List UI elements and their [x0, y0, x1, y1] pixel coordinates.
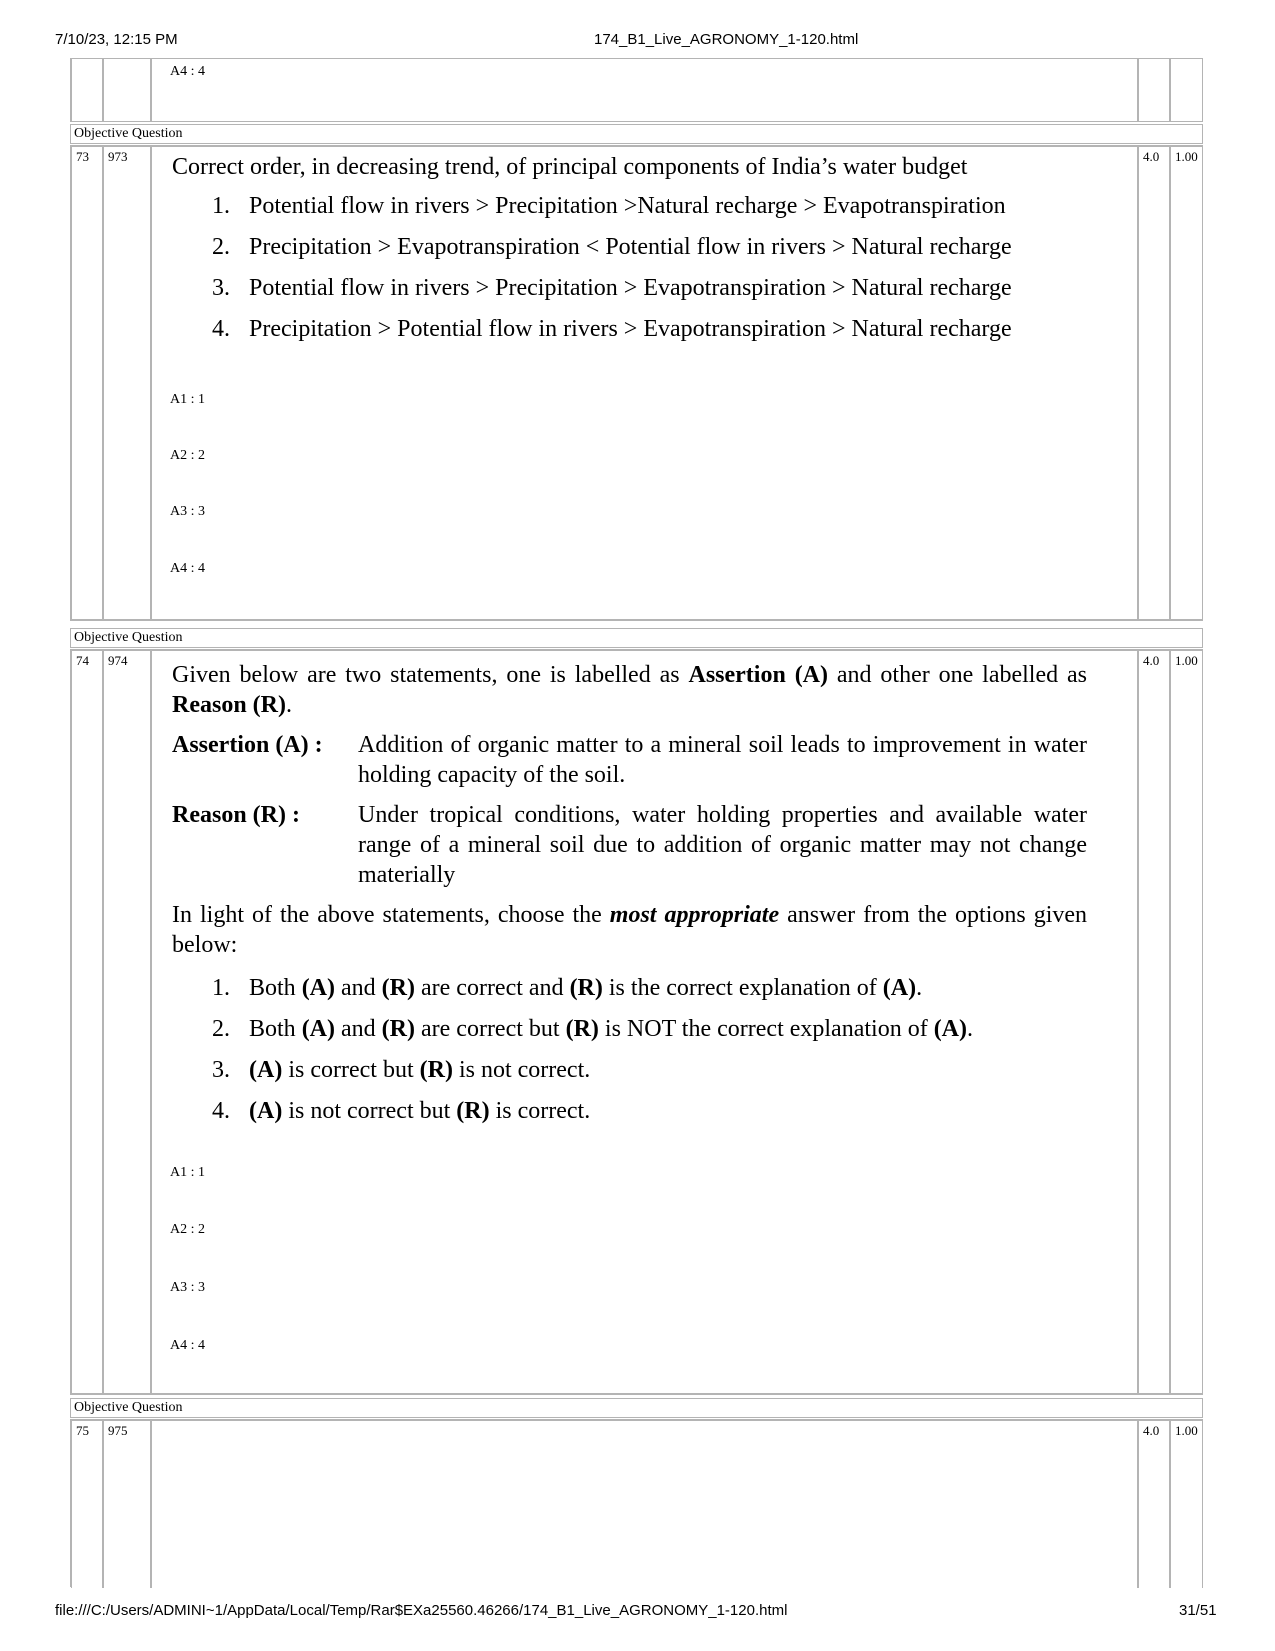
instruction-text: In light of the above statements, choose the most appropriate answer from the options given below:	[172, 902, 1088, 958]
file-path: file:///C:/Users/ADMINI~1/AppData/Local/Temp/Rar$EXa25560.46266/174_B1_Live_AGRONOMY_1-120.html	[55, 1602, 788, 1619]
prev-question-row	[70, 58, 1203, 122]
serial-number: 75	[71, 1420, 103, 1588]
serial-number: 74	[71, 650, 103, 1394]
option-item: 4. Precipitation > Potential flow in rivers > Evapotranspiration > Natural recharge	[212, 316, 1012, 342]
assertion-text: Addition of organic matter to a mineral soil leads to improvement in water holding capacity of the soil.	[358, 732, 1087, 788]
question-stem: Correct order, in decreasing trend, of principal components of India’s water budget	[172, 154, 968, 180]
page-number: 31/51	[1179, 1602, 1217, 1619]
question-id: 975	[103, 1420, 151, 1588]
prev-neg-cell	[1170, 58, 1203, 122]
marks: 4.0	[1138, 146, 1170, 620]
negative-marks: 1.00	[1170, 1420, 1203, 1588]
option-list	[172, 186, 1102, 350]
option-item: 1. Potential flow in rivers > Precipitation >Natural recharge > Evapotranspiration	[212, 193, 1006, 219]
option-item: 2. Both (A) and (R) are correct but (R) is NOT the correct explanation of (A).	[212, 1016, 974, 1042]
option-item: 4. (A) is not correct but (R) is correct.	[212, 1098, 591, 1124]
serial-number: 73	[71, 146, 103, 620]
negative-marks: 1.00	[1170, 650, 1203, 1394]
question-73-content	[172, 152, 1102, 350]
question-id: 973	[103, 146, 151, 620]
answer-option-1: A1 : 1	[170, 1165, 205, 1180]
option-list	[172, 968, 1087, 1132]
question-74-content	[172, 660, 1087, 1132]
marks: 4.0	[1138, 650, 1170, 1394]
section-label: Objective Question	[70, 628, 1203, 648]
prev-marks-cell	[1138, 58, 1170, 122]
section-label: Objective Question	[70, 124, 1203, 144]
marks: 4.0	[1138, 1420, 1170, 1588]
answer-option-4: A4 : 4	[170, 561, 205, 576]
prev-sno-cell	[71, 58, 103, 122]
prev-answer-4: A4 : 4	[170, 64, 205, 79]
option-item: 1. Both (A) and (R) are correct and (R) is the correct explanation of (A).	[212, 975, 923, 1001]
question-body-cell	[151, 1420, 1138, 1588]
option-item: 3. Potential flow in rivers > Precipitation > Evapotranspiration > Natural recharge	[212, 275, 1012, 301]
answer-option-3: A3 : 3	[170, 1280, 205, 1295]
answer-option-2: A2 : 2	[170, 1222, 205, 1237]
question-id: 974	[103, 650, 151, 1394]
reason-text: Under tropical conditions, water holding properties and available water range of a mineral soil due to addition of organic matter may not change materially	[358, 802, 1087, 888]
assertion-row	[172, 730, 1087, 790]
prev-qid-cell	[103, 58, 151, 122]
answer-option-1: A1 : 1	[170, 392, 205, 407]
document-title: 174_B1_Live_AGRONOMY_1-120.html	[594, 31, 859, 48]
answer-option-3: A3 : 3	[170, 504, 205, 519]
reason-row	[172, 800, 1087, 890]
prev-body-cell	[151, 58, 1138, 122]
print-date: 7/10/23, 12:15 PM	[55, 31, 178, 48]
negative-marks: 1.00	[1170, 146, 1203, 620]
assertion-label: Assertion (A) :	[172, 732, 323, 758]
reason-label: Reason (R) :	[172, 802, 300, 828]
option-item: 2. Precipitation > Evapotranspiration < Potential flow in rivers > Natural recharge	[212, 234, 1012, 260]
question-row-75	[70, 1419, 1203, 1587]
question-intro: Given below are two statements, one is labelled as Assertion (A) and other one labelled as Reason (R).	[172, 662, 1088, 718]
section-label: Objective Question	[70, 1398, 1203, 1418]
answer-option-2: A2 : 2	[170, 448, 205, 463]
answer-option-4: A4 : 4	[170, 1338, 205, 1353]
option-item: 3. (A) is correct but (R) is not correct.	[212, 1057, 591, 1083]
